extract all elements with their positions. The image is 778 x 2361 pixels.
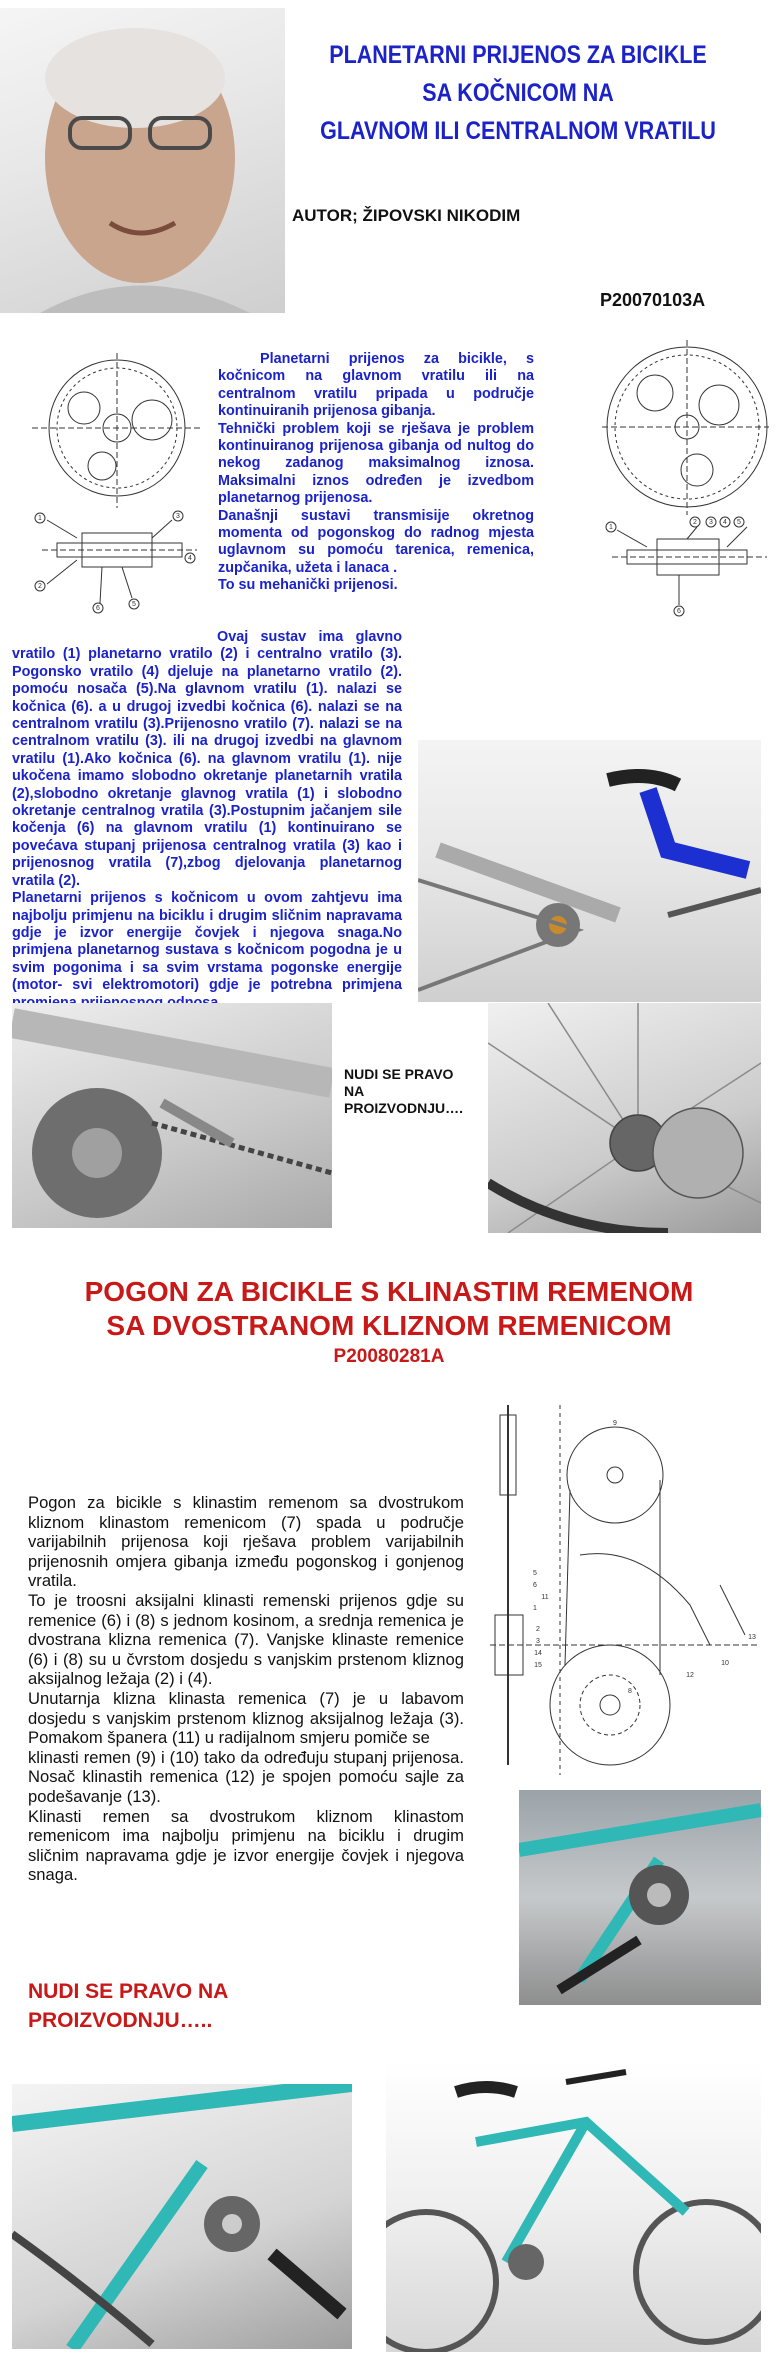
planetary-drawing-right [597, 335, 773, 618]
author-portrait [0, 8, 285, 313]
paragraph: klinasti remen (9) i (10) tako da određuju stupanj prijenosa. Nosač klinastih remenica (12) je spojen pomoću sajle za podešavanje (13). [28, 1747, 464, 1806]
drawing-label: 5 [533, 1570, 537, 1577]
main-title-line: SA KOČNICOM NA [422, 79, 614, 107]
drawing-label: 2 [536, 1626, 540, 1633]
paragraph: Ovaj sustav ima glavno vratilo (1) planetarno vratilo (2) i centralno vratilo (3). Pogonsko vratilo (4) djeluje na planetarno vratilo (2). pomoću nosača (5).Na glavnom vratilu (1). nalazi se kočnica (6). a u drugoj izvedbi kočnica (6). nalazi se na centralnom vratilu (3).Prijenosno vratilo (7). nalazi se na centralnom vratilu (3). ili na drugoj izvedbi na glavnom vratilu (1).Ako kočnica (6). na glavnom vratilu (1). nije ukočena imamo slobodno okretanje planetarnih vratila (2),slobodno okretanje glavnog vratila (1) i slobodno okretanje centralnog vratila (3).Postupnim jačanjem sile kočenja (6) na glavnom vratilu (1) kontinuirano se povećava stupanj prijenosa centralnog vratila (3) kao i prijenosnog vratila (7),zbog djelovanja planetarnog vratila (2). [12, 629, 402, 889]
drawing-label: 1 [533, 1605, 537, 1612]
brake-closeup-photo [12, 1003, 332, 1228]
paragraph: To je troosni aksijalni klinasti remenski prijenos gdje su remenice (6) i (8) s jednom kosinom, a srednja remenica je dvostrana klizna remenica (7). Vanjske klinaste remenice (6) i (8) su u čvrstom dosjedu s vanjskim prstenom kliznog aksijalnog ležaja (2) i (4). [28, 1590, 464, 1689]
drawing-label: 12 [686, 1672, 694, 1679]
drawing-label: 6 [677, 608, 681, 615]
offer-text-2: NUDI SE PRAVO NA PROIZVODNJU….. [28, 1980, 228, 2032]
section2-title-line: POGON ZA BICIKLE S KLINASTIM REMENOM [84, 1276, 694, 1307]
main-title-line: PLANETARNI PRIJENOS ZA BICIKLE [329, 41, 707, 69]
wheel-hub-photo [488, 1003, 761, 1233]
section1-narrow-text [218, 351, 534, 595]
planetary-drawing-left [22, 348, 212, 616]
drawing-label: 1 [609, 524, 613, 531]
section2-title-line: SA DVOSTRANOM KLIZNOM REMENICOM [106, 1310, 672, 1341]
section2-text [28, 1493, 464, 1885]
drawing-label: 15 [534, 1662, 542, 1669]
author-portrait-photo [0, 8, 285, 313]
belt-bike-photo [519, 1790, 761, 2005]
offer-text-1: NUDI SE PRAVO NA PROIZVODNJU…. [344, 1066, 464, 1116]
patent-code: P20070103A [600, 290, 706, 310]
section2-patent-code: P20080281A [333, 1346, 445, 1367]
paragraph: Unutarnja klizna klinasta remenica (7) je u labavom dosjedu s vanjskim prstenom kliznog aksijalnog ležaja (3). Pomakom španera (11) u radijalnom smjeru pomiče se [28, 1688, 464, 1748]
drawing-label: 2 [693, 519, 697, 526]
paragraph: Pogon za bicikle s klinastim remenom sa dvostrukom kliznom klinastom remenicom (7) spada u područje varijabilnih prijenosa koji rješava problem varijabilnih prijenosnih omjera gibanja između pogonskog i gonjenog vratila. [28, 1493, 464, 1591]
drawing-label: 8 [628, 1688, 632, 1695]
paragraph: Planetarni prijenos za bicikle, s kočnicom na glavnom vratilu ili na centralnom vratilu pripada u područje kontinuiranih prijenosa gibanja. [218, 351, 534, 420]
belt-closeup-photo [12, 2084, 352, 2349]
section2-title [0, 1275, 778, 1343]
drawing-label: 9 [613, 1420, 617, 1427]
belt-drive-drawing [490, 1405, 760, 1775]
drawing-label: 6 [533, 1582, 537, 1589]
drawing-label: 11 [541, 1594, 549, 1601]
main-title [303, 36, 733, 150]
drawing-label: 2 [38, 583, 42, 590]
paragraph: To su mehanički prijenosi. [218, 577, 398, 594]
drawing-label: 4 [723, 519, 727, 526]
main-title-line: GLAVNOM ILI CENTRALNOM VRATILU [320, 117, 716, 145]
drawing-label: 3 [709, 519, 713, 526]
drawing-label: 14 [534, 1650, 542, 1657]
paragraph: Klinasti remen sa dvostrukom kliznom klinastom remenicom ima najbolju primjenu na biciklu i drugim sličnim napravama gdje je izvor energije čovjek i njegova snaga. [28, 1806, 464, 1885]
drawing-label: 5 [132, 601, 136, 608]
drawing-label: 4 [188, 555, 192, 562]
drawing-label: 1 [38, 515, 42, 522]
drawing-label: 13 [748, 1634, 756, 1641]
paragraph: Planetarni prijenos s kočnicom u ovom zahtjevu ima najbolju primjenu na biciklu i drugim sličnim napravama gdje je izvor energije čovjek i njegova snaga.No primjena planetarnog sustava s kočnicom pogodna je u svim pogonima i sa svim vrstama pogonske energije (motor- svi elektromotori) gdje je potrebna primjena [12, 890, 402, 994]
author-line: AUTOR; ŽIPOVSKI NIKODIM [292, 206, 521, 225]
paragraph: Današnji sustavi transmisije okretnog momenta od pogonskog do radnog mjesta uglavnom su pomoću tarenica, remenica, zupčanika, užeta i lanaca . [218, 507, 534, 576]
full-bike-photo [386, 2062, 761, 2352]
drawing-label: 6 [96, 605, 100, 612]
drawing-label: 3 [176, 513, 180, 520]
drawing-label: 5 [737, 519, 741, 526]
drawing-label: 10 [721, 1660, 729, 1667]
drawing-label: 3 [536, 1638, 540, 1645]
bicycle-photo [418, 740, 761, 1002]
paragraph: Tehnički problem koji se rješava je problem kontinuiranog prijenosa gibanja od nultog do nekog zadanog maksimalnog iznosa. Maksimalni iznos određen je izvedbom planetarnog prijenosa. [218, 420, 534, 507]
